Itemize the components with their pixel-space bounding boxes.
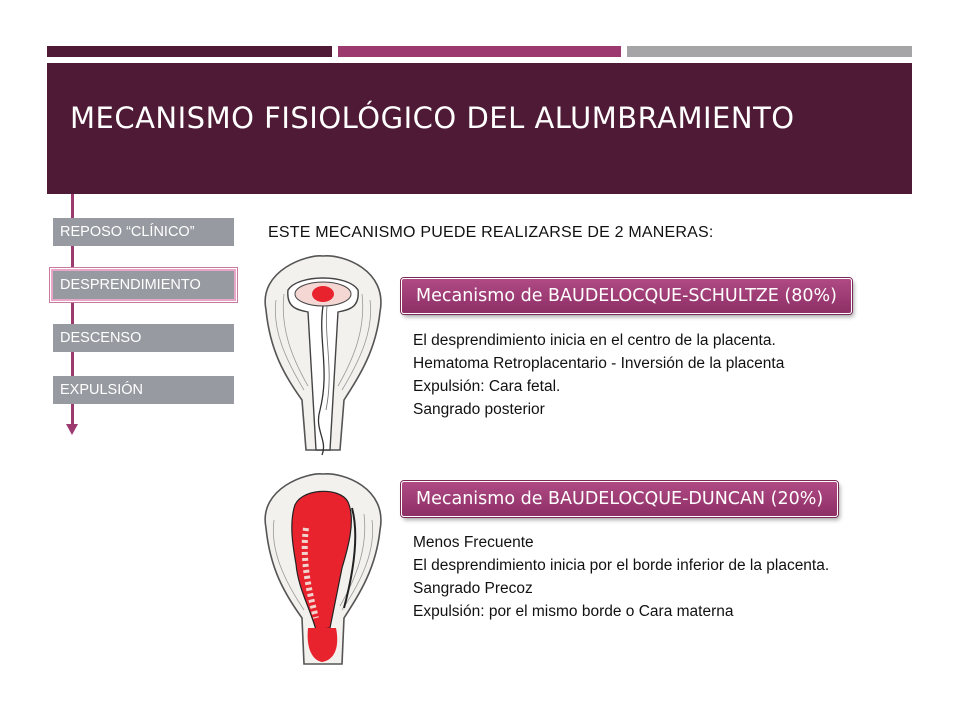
slide-title: MECANISMO FISIOLÓGICO DEL ALUMBRAMIENTO — [70, 101, 795, 135]
step-descenso[interactable]: DESCENSO — [53, 324, 234, 352]
timeline-arrow-icon — [66, 424, 78, 435]
description-line: El desprendimiento inicia por el borde inferior de la placenta. — [413, 557, 830, 574]
method-schultze-title: Mecanismo de BAUDELOCQUE-SCHULTZE (80%) — [401, 278, 852, 314]
method-schultze-description — [413, 329, 893, 421]
intro-text: ESTE MECANISMO PUEDE REALIZARSE DE 2 MANERAS: — [268, 224, 714, 241]
method-duncan-title: Mecanismo de BAUDELOCQUE-DUNCAN (20%) — [401, 481, 838, 517]
step-desprendimiento[interactable]: DESPRENDIMIENTO — [53, 271, 234, 299]
method-duncan-description — [413, 531, 868, 623]
top-bar-dark — [47, 46, 332, 57]
step-reposo-clinico[interactable]: REPOSO “CLÍNICO” — [53, 218, 234, 246]
description-line: Hematoma Retroplacentario - Inversión de la placenta — [413, 355, 785, 372]
top-bar-gray — [627, 46, 912, 57]
description-line: Sangrado Precoz — [413, 580, 533, 597]
top-bar-magenta — [338, 46, 621, 57]
title-band — [47, 63, 912, 194]
uterus-duncan-illustration — [248, 468, 398, 668]
description-line: Expulsión: Cara fetal. — [413, 378, 561, 395]
description-line: Menos Frecuente — [413, 534, 534, 551]
step-expulsion[interactable]: EXPULSIÓN — [53, 376, 234, 404]
description-line: Sangrado posterior — [413, 401, 545, 418]
description-line: El desprendimiento inicia en el centro de la placenta. — [413, 332, 776, 349]
uterus-schultze-illustration — [248, 250, 398, 462]
description-line: Expulsión: por el mismo borde o Cara materna — [413, 603, 734, 620]
